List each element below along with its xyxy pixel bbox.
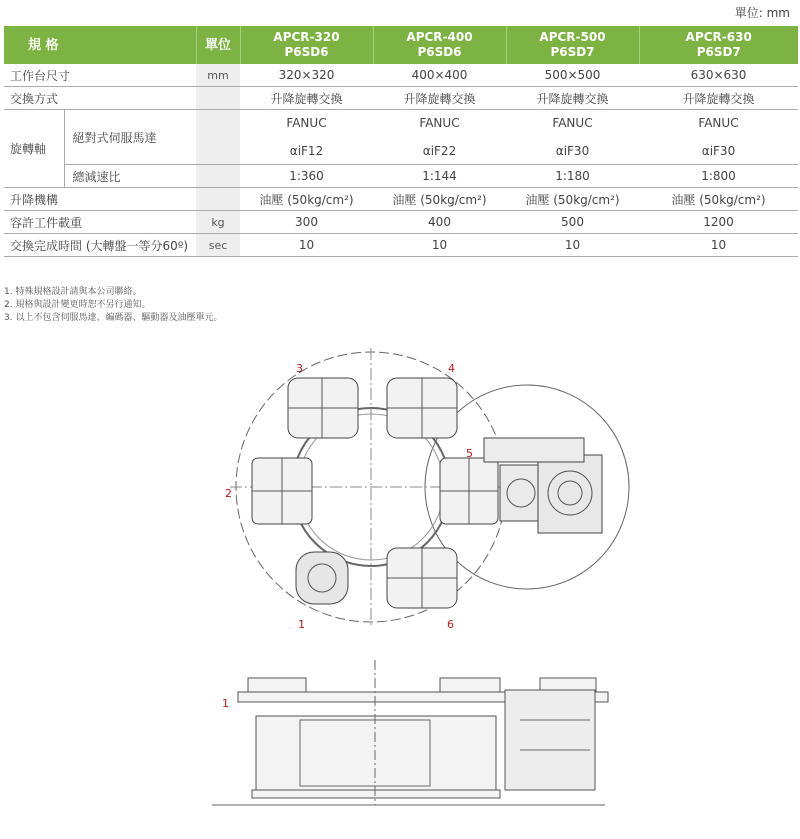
row-label: 升降機構 — [4, 188, 196, 211]
header-model: APCR-320 P6SD6 — [240, 26, 373, 64]
row-label: 容許工件載重 — [4, 211, 196, 234]
machine-frame — [484, 438, 584, 462]
callout-2: 2 — [225, 487, 232, 500]
cell: 300 — [240, 211, 373, 234]
cell: 油壓 (50kg/cm²) — [506, 188, 639, 211]
side-base — [256, 716, 496, 790]
row-sublabel: 絕對式伺服馬達 — [64, 110, 196, 165]
cell: 1:800 — [639, 165, 798, 188]
cell: 1:180 — [506, 165, 639, 188]
note-item: 1. 特殊規格設計請與本公司聯絡。 — [4, 287, 142, 297]
header-model: APCR-630 P6SD7 — [639, 26, 798, 64]
cell: 升降旋轉交換 — [506, 87, 639, 110]
header-model: APCR-500 P6SD7 — [506, 26, 639, 64]
cell: FANUC αiF30 — [639, 110, 798, 165]
row-label: 交換完成時間 (大轉盤一等分60º) — [4, 234, 196, 257]
callout-3: 3 — [296, 362, 303, 375]
side-pallet-left — [248, 678, 306, 692]
cell: FANUC αiF30 — [506, 110, 639, 165]
cell: 500 — [506, 211, 639, 234]
row-unit: sec — [196, 234, 240, 257]
row-label: 工作台尺寸 — [4, 64, 196, 87]
callout-1: 1 — [298, 618, 305, 631]
cell: 油壓 (50kg/cm²) — [639, 188, 798, 211]
callout-4: 4 — [448, 362, 455, 375]
cell: 10 — [240, 234, 373, 257]
callout-side-1: 1 — [222, 697, 229, 710]
cell: 400×400 — [373, 64, 506, 87]
cell: 升降旋轉交換 — [240, 87, 373, 110]
side-pallet-mid — [440, 678, 500, 692]
note-item: 3. 以上不包含伺服馬達、編碼器、驅動器及油壓單元。 — [4, 313, 223, 323]
cell: 油壓 (50kg/cm²) — [240, 188, 373, 211]
cell: FANUC αiF12 — [240, 110, 373, 165]
cell: 630×630 — [639, 64, 798, 87]
cell: 10 — [373, 234, 506, 257]
cell: 500×500 — [506, 64, 639, 87]
note-item: 2. 規格與設計變更時恕不另行通知。 — [4, 300, 151, 310]
row-label: 交換方式 — [4, 87, 196, 110]
row-unit: mm — [196, 64, 240, 87]
cell: 320×320 — [240, 64, 373, 87]
header-spec: 規 格 — [4, 26, 196, 64]
cell: 升降旋轉交換 — [639, 87, 798, 110]
cell: 400 — [373, 211, 506, 234]
cell: 10 — [639, 234, 798, 257]
cell: 油壓 (50kg/cm²) — [373, 188, 506, 211]
row-sublabel: 總減速比 — [64, 165, 196, 188]
servo-station-1 — [296, 552, 348, 604]
callout-6: 6 — [447, 618, 454, 631]
callout-5: 5 — [466, 447, 473, 460]
side-foot-plate — [252, 790, 500, 798]
cell: 1:360 — [240, 165, 373, 188]
cell: 10 — [506, 234, 639, 257]
cell: 1:144 — [373, 165, 506, 188]
header-unit: 單位 — [196, 26, 240, 64]
cell: 升降旋轉交換 — [373, 87, 506, 110]
row-unit: kg — [196, 211, 240, 234]
row-group-label: 旋轉軸 — [4, 110, 64, 188]
header-model: APCR-400 P6SD6 — [373, 26, 506, 64]
side-machine-block — [505, 690, 595, 790]
cell: FANUC αiF22 — [373, 110, 506, 165]
cell: 1200 — [639, 211, 798, 234]
unit-note: 單位: mm — [734, 6, 790, 20]
